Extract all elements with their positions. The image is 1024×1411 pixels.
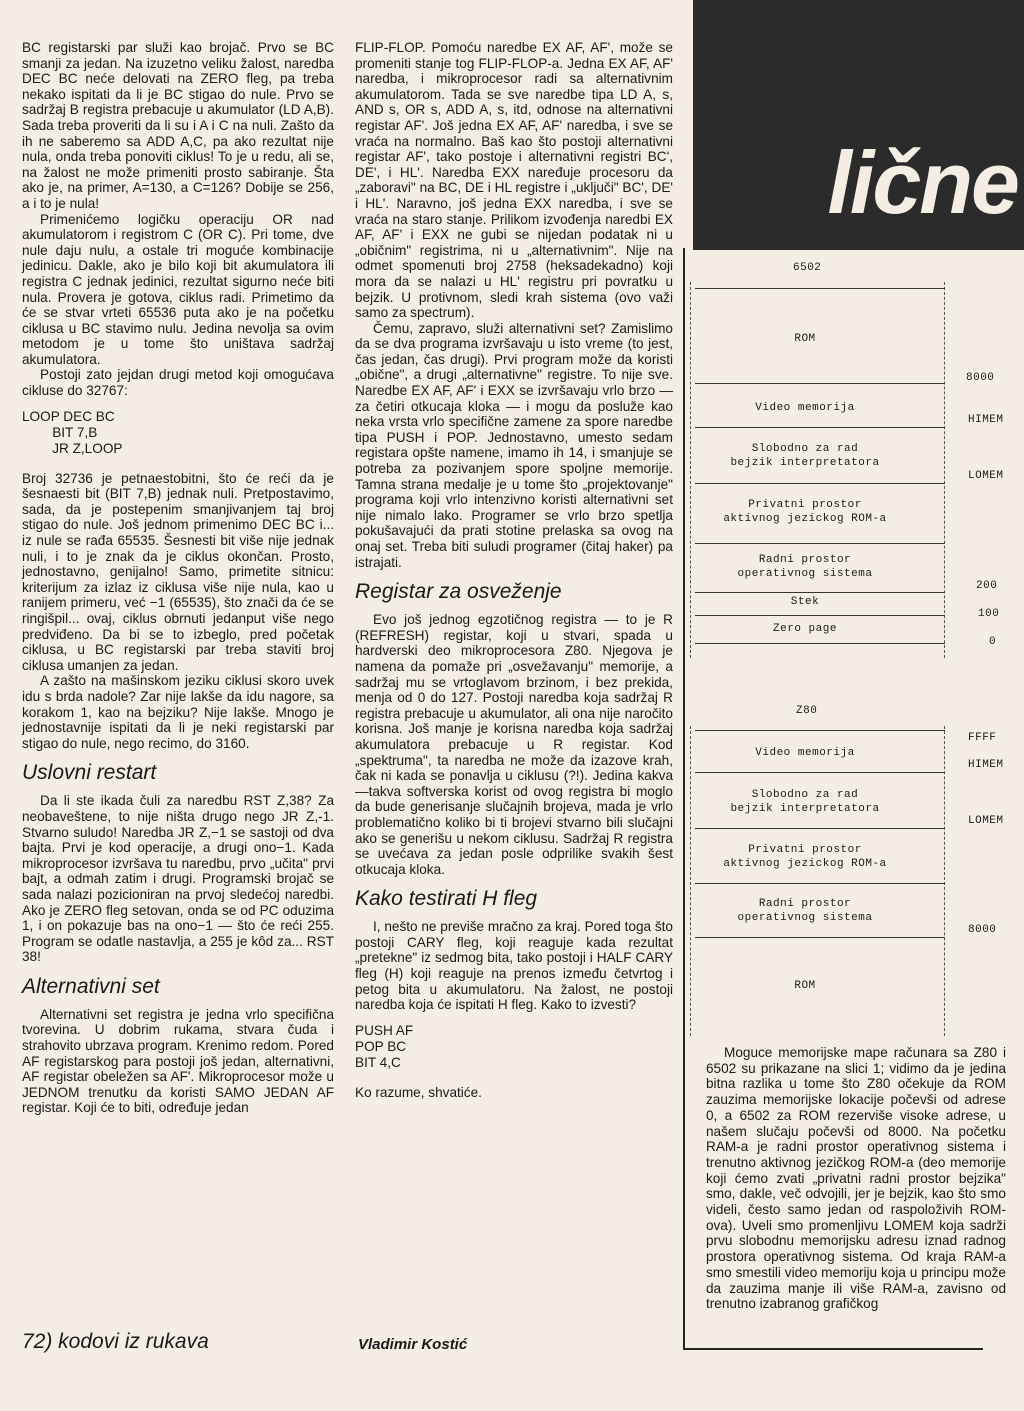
map-divider (695, 427, 945, 428)
frame-line (683, 248, 685, 1348)
memory-address: LOMEM (968, 815, 1004, 827)
paragraph: I, nešto ne previše mračno za kraj. Pored toga što postoji CARY fleg, koji reaguje kada rezultat „pretekne" iz sedmog bita, tako postoji i HALF CARY fleg (H) koji reaguje na prenos između četvrtog i petog bita u akumulatoru. Na žalost, ne postoji naredba koja će ispitati H fleg. Kako to izvesti? (355, 919, 673, 1013)
map-divider (695, 937, 945, 938)
paragraph: A zašto na mašinskom jeziku ciklusi skoro uvek idu s brda nadole? Zar nije lakše da idu nagore, sa korakom 1, kao na bejziku? Nije lakše. Mnogo je jednostavnije ispitati da li je neki registarski par stigao do nule, nego recimo, do 3160. (22, 673, 334, 751)
memory-region: Radni prostor operativnog sistema (737, 554, 873, 580)
map-divider (695, 383, 945, 384)
map-divider (695, 643, 945, 644)
paragraph: Broj 32736 je petnaestobitni, što će reći da je šesnaesti bit (BIT 7,B) jednak nuli. Pretpostavimo, sada, da je postepenim smanjivanjem taj broj stigao do nule. Još jednom primenimo DEC BC i... iz nule se rađa 65535. Šesnesti bit više nije jednak nuli, i to je znak da je ciklus okončan. Prosto, jednostavno, genijalno! Samo, primetite sitnicu: kriterijum za izlaz iz ciklusa više nije nula, kao u ranijem primeru, već −1 (65535), što znači da će se ringišpil... ovaj, ciklus obrnuti jedanput više nego predviđeno. Da bi se to izbeglo, pred početak ciklusa, u BC registarski par treba staviti broj ciklusa umanjen za jedan. (22, 470, 334, 673)
paragraph: Ko razume, shvatiće. (355, 1084, 482, 1100)
memory-region: Video memorija (755, 402, 855, 414)
memory-region: Privatni prostor aktivnog jezickog ROM-a (723, 499, 887, 525)
memory-address: HIMEM (968, 414, 1004, 426)
caption-text: Moguce memorijske mape računara sa Z80 i 6502 su prikazane na slici 1; vidimo da je jedina bitna razlika u tome što Z80 očekuje da ROM zauzima memorijske lokacije počevši od adrese 0, a 6502 za ROM rezerviše visoke adrese, u našem slučaju počevši od 8000. Na početku RAM-a je radni prostor operativnog sistema i trenutno aktivnog jezičkog ROM-a (deo memorije koji ćemo zvati „privatni radni prostor bejzika" smo, dakle, več odvojili, jer je bejzik, kao što smo videli, često samo jedan od raspoloživih ROM-ova). Uveli smo promenljivu LOMEM koja sadrži prvu slobodnu memorijsku adresu iznad radnog prostora operativnog sistema. Od kraja RAM-a smo smestili video memoriju koja u principu može da zauzima manje ili više RAM-a, zavisno od trenutno izabranog grafičkog (706, 1045, 1006, 1312)
map-divider (695, 772, 945, 773)
memory-address: 100 (978, 608, 1000, 620)
map-divider (695, 288, 945, 289)
map-border (944, 282, 945, 658)
section-heading: Uslovni restart (22, 761, 157, 785)
memory-region: Slobodno za rad bejzik interpretatora (730, 443, 880, 469)
memory-region: Stek (790, 596, 820, 608)
paragraph: Primenićemo logičku operaciju OR nad akumulatorom i registrom C (OR C). Pri tome, dve nule daju nulu, a ostale tri moguće kombinacije jedinicu. Dakle, ako je bilo koji bit akumulatora ili registra C jednak jedinici, rezultat sigurno neće biti nula. Provera je gotova, ciklus radi. Primetimo da će se stvar vrteti 65536 puta ako je na početku ciklusa u BC stavimo nulu. Jedina nevolja sa ovim metodom je u tome što uništava sadržaj akumulatora. (22, 211, 334, 367)
paragraph: FLIP-FLOP. Pomoću naredbe EX AF, AF', može se promeniti stanje tog FLIP-FLOP-a. Jedna EX AF, AF' naredba, i mikroprocesor radi sa alternativnim akumulatorom. Tada se sve naredbe tipa LD A, s, AND s, OR s, ADD A, s, itd, odnose na alternativni registar AF'. Još jedna EX AF, AF' naredba, i sve se vraća na normalno. Baš kao što postoji alternativni registar AF', tako postoje i alternativni registri BC', DE', i HL'. Naredba EXX naređuje procesoru da „zaboravi" na BC, DE i HL registre i „uključi" BC', DE' i HL'. Naravno, još jedna EXX naredba, i sve se vraća na staro stanje. Prilikom izvođenja naredbi EX AF, AF' i EXX ne gubi se nijedan podatak ni u „običnim" registrima, ni u „alternativnim". Nije na odmet spomenuti broj 2758 (heksadekadno) koji mora da se nalazi u HL' registru pri povratku u bejzik. U protivnom, sledi krah sistema (ovo važi samo za spectrum). (355, 40, 673, 321)
memory-region: ROM (794, 980, 816, 992)
map-divider (695, 615, 945, 616)
memory-region: Slobodno za rad bejzik interpretatora (730, 789, 880, 815)
title-block (693, 0, 1024, 250)
page-footer: 72) kodovi iz rukava (22, 1330, 209, 1353)
map-divider (695, 730, 945, 731)
map-divider (695, 483, 945, 484)
code-listing: LOOP DEC BC BIT 7,B JR Z,LOOP (22, 408, 123, 456)
memory-address: 200 (976, 580, 998, 592)
memory-address: 0 (989, 636, 997, 648)
memory-region: Zero page (773, 623, 837, 635)
map-border (690, 726, 691, 1036)
memory-address: FFFF (968, 732, 997, 744)
paragraph: Postoji zato jejdan drugi metod koji omogućava cikluse do 32767: (22, 367, 334, 399)
article-column-1 (22, 40, 334, 1116)
section-title: lične (827, 133, 1018, 232)
paragraph: Da li ste ikada čuli za naredbu RST Z,38? Za neobaveštene, to nije ništa drugo nego JR Z,-1. Stvarno suludo! Naredba JR Z,−1 se sastoji od dva bajta. Prvi je kod operacije, a drugi ono−1. Kada mikroprocesor izvršava tu naredbu, prvo „učita" prvi bajt, a odmah zatim i drugi. Programski brojač se sada nalazi pozicioniran na prvoj sledećoj naredbi. Ako je ZERO fleg setovan, onda se od PC oduzima 1, i on pokazuje bas na ono−1 — što će reći 255. Program se odatle nastavlja, a 255 je kôd za... RST 38! (22, 793, 334, 965)
section-heading: Registar za osveženje (355, 580, 562, 604)
map-divider (695, 883, 945, 884)
map-divider (695, 592, 945, 593)
diagram-title: 6502 (793, 262, 822, 274)
map-border (690, 282, 691, 658)
section-heading: Kako testirati H fleg (355, 887, 538, 911)
author-name: Vladimir Kostić (358, 1336, 468, 1353)
paragraph: Alternativni set registra je jedna vrlo specifična tvorevina. U dobrim rukama, stvara čuda i strahovito ubrzava program. Krenimo redom. Pored AF registarskog para postoji još jedan, alternativni, AF registar obeležen sa AF'. Mikroprocesor može u JEDNOM trenutku da koristi SAMO JEDAN AF registar. Koji će to biti, određuje jedan (22, 1006, 334, 1116)
article-column-2 (355, 40, 673, 1100)
paragraph: Čemu, zapravo, služi alternativni set? Zamislimo da se dva programa izvršavaju u isto vreme (to jest, čas jedan, čas drugi). Prvi program može da koristi „obične", a drugi „alternativne" registre. To nije sve. Naredbe EX AF, AF' i EXX se izvršavaju vrlo brzo — za četiri otkucaja kloka — i mogu da posluže kao neka vrsta vrlo specifične zamene za spore naredbe tipa PUSH i POP. Jednostavno, umesto sedam registara opšte namene, imamo ih 14, i smanjuje se potreba za pozivanjem spore spoljne memorije. Tamna strana medalje je u tome što „projektovanje" programa koji vrlo intenzivno koristi alternativni set nije nimalo lako. Programer se vrlo brzo spetlja pokušavajući da prati stotine prelaska sa ovog na onaj set. Treba biti suludi programer (čitaj haker) pa istrajati. (355, 320, 673, 570)
diagram-title: Z80 (796, 705, 818, 717)
memory-address: 8000 (966, 372, 995, 384)
memory-region: Video memorija (755, 747, 855, 759)
memory-region: Radni prostor operativnog sistema (737, 898, 873, 924)
frame-line (683, 1348, 983, 1350)
memory-address: 8000 (968, 924, 997, 936)
memory-address: LOMEM (968, 470, 1004, 482)
memory-region: ROM (794, 333, 816, 345)
code-listing: PUSH AF POP BC BIT 4,C (355, 1022, 414, 1070)
map-divider (695, 543, 945, 544)
paragraph: BC registarski par služi kao brojač. Prvo se BC smanji za jedan. Na izuzetno veliku žalost, naredba DEC BC neće delovati na ZERO fleg, pa treba nekako ispitati da li je BC stigao do nule. Prvo se sadržaj B registra prebacuje u akumulator (LD A,B). Sada treba proveriti da li su i A i C na nuli. Zašto da ih ne saberemo sa ADD A,C, pa ako rezultat nije nula, onda treba ponoviti ciklus! To je u redu, ali se, na žalost ne može primeniti prosto sabiranje. Šta ako je, na primer, A=130, a C=126? Dobije se 256, a i to je nula! (22, 40, 334, 211)
memory-region: Privatni prostor aktivnog jezickog ROM-a (723, 844, 887, 870)
section-heading: Alternativni set (22, 974, 160, 998)
memory-address: HIMEM (968, 759, 1004, 771)
paragraph: Evo još jednog egzotičnog registra — to je R (REFRESH) registar, koji u stvari, spada u hardverski deo mikroprocesora Z80. Njegova je namena da pomaže pri „osvežavanju" memorije, a sadržaj mu se vrtoglavom brzinom, i bez prekida, menja od 0 do 127. Postoji naredba koja sadržaj R registra prebacuje u akumulator, ali ona nije naročito korisna. Još manje je korisna naredba koja sadržaj akumulatora prebacuje u R registar. Kod „spektruma", ta naredba ne može da izazove krah, čak ni kada se ponavlja u ciklusu (?!). Jedina kakva—takva softverska korist od ovog registra bi moglo da bude generisanje slučajnih brojeva, mada je vrlo problematično koliko bi ti brojevi stvarno bili slučajni ako se generišu u nekom ciklusu. Sadržaj R registra se uvećava za jedan posle odprilike svakih šest otkucaja kloka. (355, 612, 673, 877)
figure-caption (706, 1045, 1006, 1312)
map-divider (695, 828, 945, 829)
